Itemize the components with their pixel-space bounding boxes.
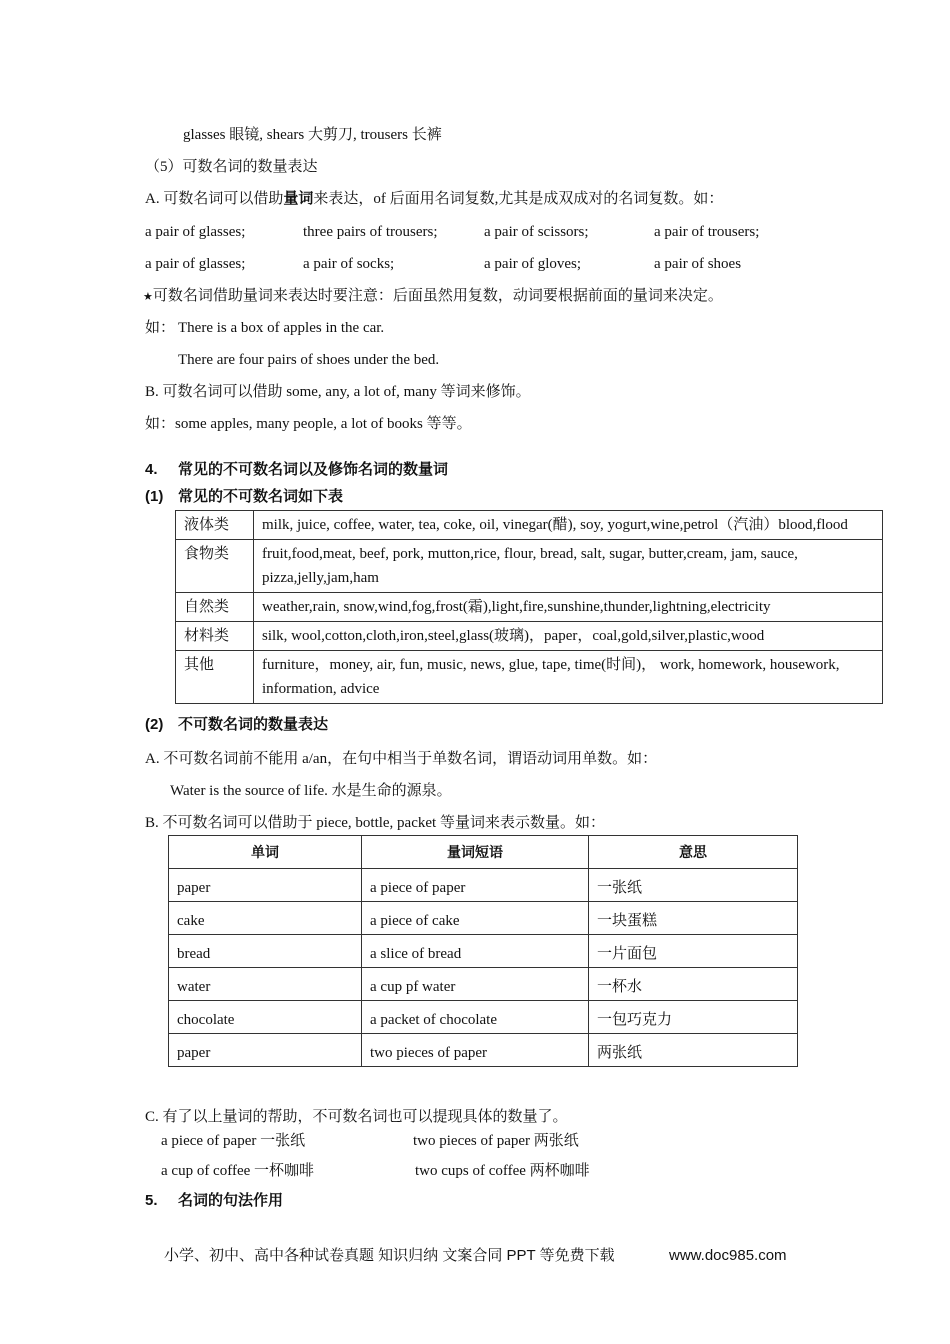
example-pair-2: three pairs of trousers; (303, 224, 438, 240)
meaning-cell: 一杯水 (589, 968, 798, 1001)
items-cell: fruit,food,meat, beef, pork, mutton,rice, flour, bread, salt, sugar, butter,cream, jam, sauce, pizza,jelly,jam,ham (254, 540, 883, 593)
sub-2-title: 不可数名词的数量表达 (178, 716, 329, 733)
table-header-row (169, 836, 798, 869)
point-a-countable: A. 可数名词可以借助量词来表达，of 后面用名词复数,尤其是成双成对的名词复数。如： (145, 190, 724, 207)
intro-line: glasses 眼镜, shears 大剪刀, trousers 长裤 (183, 127, 442, 143)
items-cell: milk, juice, coffee, water, tea, coke, oil, vinegar(醋), soy, yogurt,wine,petrol（汽油）blood,flood (254, 511, 883, 540)
column-header-word: 单词 (169, 836, 362, 869)
example-pair-7: a pair of gloves; (484, 256, 582, 272)
table-row (169, 968, 798, 1001)
items-cell: weather,rain, snow,wind,fog,frost(霜),light,fire,sunshine,thunder,lightning,electricity (254, 593, 883, 622)
phrase-cell: a slice of bread (362, 935, 589, 968)
word-cell: chocolate (169, 1001, 362, 1034)
example-sentence-2: There are four pairs of shoes under the bed. (178, 352, 440, 368)
section-heading-countable-quantity: （5）可数名词的数量表达 (145, 159, 318, 175)
word-cell: water (169, 968, 362, 1001)
phrase-cell: a piece of cake (362, 902, 589, 935)
word-cell: cake (169, 902, 362, 935)
footer-text: 小学、初中、高中各种试卷真题 知识归纳 文案合同 PPT 等免费下载 (164, 1247, 615, 1264)
point-b-uncountable: B. 不可数名词可以借助于 piece, bottle, packet 等量词来表示数量。如： (145, 815, 605, 831)
category-cell: 自然类 (176, 593, 254, 622)
table-row (176, 540, 883, 593)
example-pair-4: a pair of trousers; (654, 224, 760, 240)
table-row (169, 869, 798, 902)
phrase-cell: two pieces of paper (362, 1034, 589, 1067)
footer-site-link[interactable]: www.doc985.com (669, 1247, 787, 1264)
table-row (176, 511, 883, 540)
meaning-cell: 一块蛋糕 (589, 902, 798, 935)
example-pair-6: a pair of socks; (303, 256, 395, 272)
note-line: ★可数名词借助量词来表达时要注意：后面虽然用复数，动词要根据前面的量词来决定。 (143, 288, 723, 304)
meaning-cell: 两张纸 (589, 1034, 798, 1067)
point-a-uncountable: A. 不可数名词前不能用 a/an，在句中相当于单数名词，谓语动词用单数。如： (145, 751, 658, 767)
point-a-example: Water is the source of life. 水是生命的源泉。 (170, 783, 452, 799)
table-row (169, 1034, 798, 1067)
category-cell: 材料类 (176, 622, 254, 651)
sub-2-number: (2) (145, 716, 164, 733)
example-c-1b: two pieces of paper 两张纸 (413, 1133, 579, 1149)
uncountable-nouns-table (175, 510, 883, 704)
meaning-cell: 一包巧克力 (589, 1001, 798, 1034)
table-row (176, 593, 883, 622)
sub-1-title: 常见的不可数名词如下表 (178, 488, 344, 505)
point-b-countable: B. 可数名词可以借助 some, any, a lot of, many 等词来修饰。 (145, 384, 531, 400)
example-pair-8: a pair of shoes (654, 256, 742, 272)
point-c-uncountable: C. 有了以上量词的帮助，不可数名词也可以提现具体的数量了。 (145, 1109, 568, 1125)
category-cell: 其他 (176, 651, 254, 704)
column-header-meaning: 意思 (589, 836, 798, 869)
category-cell: 食物类 (176, 540, 254, 593)
section-4-title: 常见的不可数名词以及修饰名词的数量词 (178, 461, 449, 478)
table-row (169, 935, 798, 968)
example-pair-1: a pair of glasses; (145, 224, 246, 240)
meaning-cell: 一片面包 (589, 935, 798, 968)
meaning-cell: 一张纸 (589, 869, 798, 902)
table-row (169, 902, 798, 935)
phrase-cell: a cup pf water (362, 968, 589, 1001)
items-cell: silk, wool,cotton,cloth,iron,steel,glass(玻璃)，paper，coal,gold,silver,plastic,wood (254, 622, 883, 651)
table-row (169, 1001, 798, 1034)
example-b-countable: 如：some apples, many people, a lot of books 等等。 (145, 416, 472, 432)
example-sentence-1: There is a box of apples in the car. (178, 320, 385, 336)
star-icon: ★ (143, 291, 153, 303)
example-label: 如： (145, 320, 176, 336)
section-4-number: 4. (145, 461, 158, 478)
word-cell: bread (169, 935, 362, 968)
table-row (176, 622, 883, 651)
word-cell: paper (169, 1034, 362, 1067)
phrase-cell: a piece of paper (362, 869, 589, 902)
example-c-2b: two cups of coffee 两杯咖啡 (415, 1163, 590, 1179)
column-header-phrase: 量词短语 (362, 836, 589, 869)
category-cell: 液体类 (176, 511, 254, 540)
items-cell: furniture，money, air, fun, music, news, glue, tape, time(时间)， work, homework, housework, information, advice (254, 651, 883, 704)
section-5-number: 5. (145, 1192, 158, 1209)
sub-1-number: (1) (145, 488, 164, 505)
section-5-title: 名词的句法作用 (178, 1192, 284, 1209)
example-pair-3: a pair of scissors; (484, 224, 589, 240)
example-c-1a: a piece of paper 一张纸 (161, 1133, 306, 1149)
phrase-cell: a packet of chocolate (362, 1001, 589, 1034)
quantifier-table (168, 835, 798, 1067)
example-c-2a: a cup of coffee 一杯咖啡 (161, 1163, 315, 1179)
example-pair-5: a pair of glasses; (145, 256, 246, 272)
word-cell: paper (169, 869, 362, 902)
table-row (176, 651, 883, 704)
